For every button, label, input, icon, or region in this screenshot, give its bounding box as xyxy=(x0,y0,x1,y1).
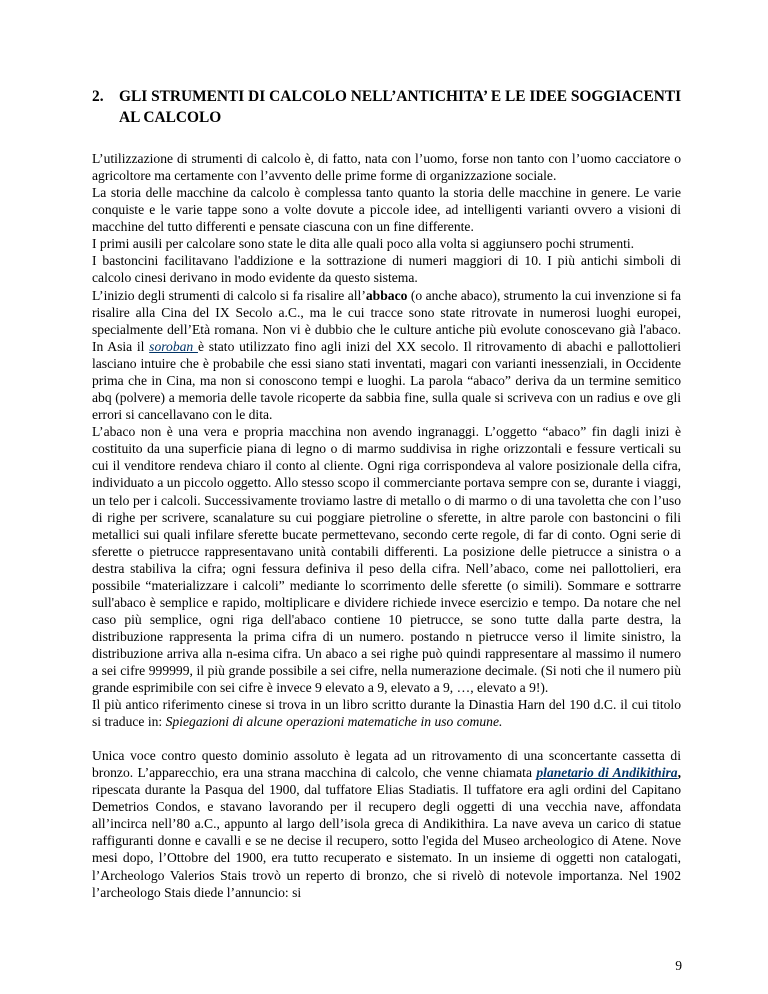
paragraph-4: I bastoncini facilitavano l'addizione e la sottrazione di numeri maggiori di 10. I più antichi simboli di calcolo cinesi derivano in modo evidente da questo sistema. xyxy=(92,253,681,286)
paragraph-5-text-c: è stato utilizzato fino agli inizi del XX secolo. Il ritrovamento di abachi e pallottolieri lasciano intuire che è probabile che essi siano stati inventati, magari con varianti inessenziali, in Occidente prima che in Cina, ma non si conoscono tempi e luoghi. La parola “abaco” deriva da un termine semitico abq (polvere) a memoria delle tavole ricoperte da sabbia fine, sulla quale si scriveva con un radius e ove gli errori si cancellavano con le dita. xyxy=(92,339,681,423)
paragraph-6: L’abaco non è una vera e propria macchina non avendo ingranaggi. L’oggetto “abaco” fin dagli inizi è costituito da una superficie piana di legno o di marmo suddivisa in righe orizzontali e fessure verticali su cui il venditore rendeva chiaro il conto al cliente. Ogni riga corrispondeva al valore posizionale della cifra, individuato a un piccolo oggetto. Allo stesso scopo il commerciante portava sempre con se, durante i viaggi, un telo per i calcoli. Successivamente troviamo lastre di metallo o di marmo o di una tavoletta che con l’uso di righe per scrivere, scanalature su cui poggiare pietroline o sferette, in altre parole con bastoncini o fili metallici sui quali infilare sferette bucate permettevano, secondo certe regole, di far di conto. Ogni serie di sferette o pietrucce rappresentavano unità contabili differenti. La posizione delle pietrucce a sinistra o a destra stabiliva la cifra; ogni fessura definiva il peso della cifra. Nell’abaco, come nei pallottolieri, era possibile “materializzare i calcoli” mediante lo scorrimento delle sferette (o simili). Sommare e sottrarre sull'abaco è semplice e rapido, moltiplicare e dividere richiede invece esercizio e tempo. Da notare che nel caso più semplice, ogni riga dell'abaco contiene 10 pietrucce, se sono tutte dalla parte destra, la distribuzione rappresenta la prima cifra di un numero. postando n pietrucce verso il limite sinistro, la distribuzione arriva alla n-esima cifra. Un abaco a sei righe può quindi rappresentare al massimo il numero a sei cifre 999999, il più grande possibile a sei cifre, nella numerazione decimale. (Si noti che il numero più grande esprimibile con sei cifre è invece 9 elevato a 9, elevato a 9, …, elevato a 9!). xyxy=(92,424,681,696)
paragraph-7 xyxy=(92,696,681,730)
paragraph-8-text-a: Unica voce contro questo dominio assoluto è legata ad un ritrovamento di una sconcertante cassetta di bronzo. L’apparecchio, era una strana macchina di calcolo, che venne chiamata xyxy=(92,748,681,781)
book-title: Spiegazioni di alcune operazioni matematiche in uso comune. xyxy=(165,714,503,730)
paragraph-3: I primi ausili per calcolare sono state le dita alle quali poco alla volta si aggiunsero pochi strumenti. xyxy=(92,236,635,252)
section-number: 2. xyxy=(92,88,104,105)
paragraph-5 xyxy=(92,287,681,423)
section-heading xyxy=(92,86,692,128)
paragraph-7-text: Il più antico riferimento cinese si trova in un libro scritto durante la Dinastia Harn del 190 d.C. il cui titolo si traduce in: xyxy=(92,697,681,730)
soroban-link[interactable]: soroban xyxy=(149,339,198,355)
paragraph-5-text-b: (o anche abaco), strumento la cui invenzione si fa risalire alla Cina del IX Secolo a.C., ma le cui tracce sono state ritrovate in numerosi luoghi europei, specialmente dell’Età romana. Non vi è dubbio che le culture antiche più evolute conoscevano già l'abaco. In Asia il xyxy=(92,287,682,355)
link-comma: , xyxy=(677,765,681,781)
paragraph-8-text-b: ripescata durante la Pasqua del 1900, dal tuffatore Elias Stadiatis. Il tuffatore era agli ordini del Capitano Demetrios Condos, e stavano lavorando per il recupero degli oggetti di una vecchia nave, affondata all’incirca nell’80 a.C., appunto al largo dell’isola greca di Andikithira. La nave aveva un carico di statue raffiguranti donne e cavalli e se ne decise il recupero, sotto l'egida del Museo archeologico di Atene. Nove mesi dopo, l’Ottobre del 1900, era tutto recuperato e sistemato. In un insieme di oggetti non catalogati, l’Archeologo Valerios Stais trovò un reperto di bronzo, che si rivelò di notevole importanza. Nel 1902 l’archeologo Stais diede l’annuncio: si xyxy=(92,782,681,900)
planetario-link[interactable]: planetario di Andikithira xyxy=(536,765,678,781)
paragraph-1: L’utilizzazione di strumenti di calcolo è, di fatto, nata con l’uomo, forse non tanto con l’uomo cacciatore o agricoltore ma certamente con l’avvento delle prime forme di organizzazione sociale. xyxy=(92,151,681,184)
section-title: GLI STRUMENTI DI CALCOLO NELL’ANTICHITA’ E LE IDEE SOGGIACENTI AL CALCOLO xyxy=(119,88,682,126)
paragraph-2: La storia delle macchine da calcolo è complessa tanto quanto la storia delle macchine in genere. Le varie conquiste e le varie tappe sono a volte dovute a piccole idee, ad intelligenti varianti ovvero a visioni di macchine del tutto differenti e pensate ciascuna con un fine differente. xyxy=(92,185,681,235)
page-number: 9 xyxy=(675,958,682,973)
abbaco-term: abbaco xyxy=(365,287,408,303)
paragraph-8 xyxy=(92,747,681,900)
paragraph-5-text-a: L’inizio degli strumenti di calcolo si fa risalire all’ xyxy=(92,287,366,303)
body-text xyxy=(92,150,681,901)
